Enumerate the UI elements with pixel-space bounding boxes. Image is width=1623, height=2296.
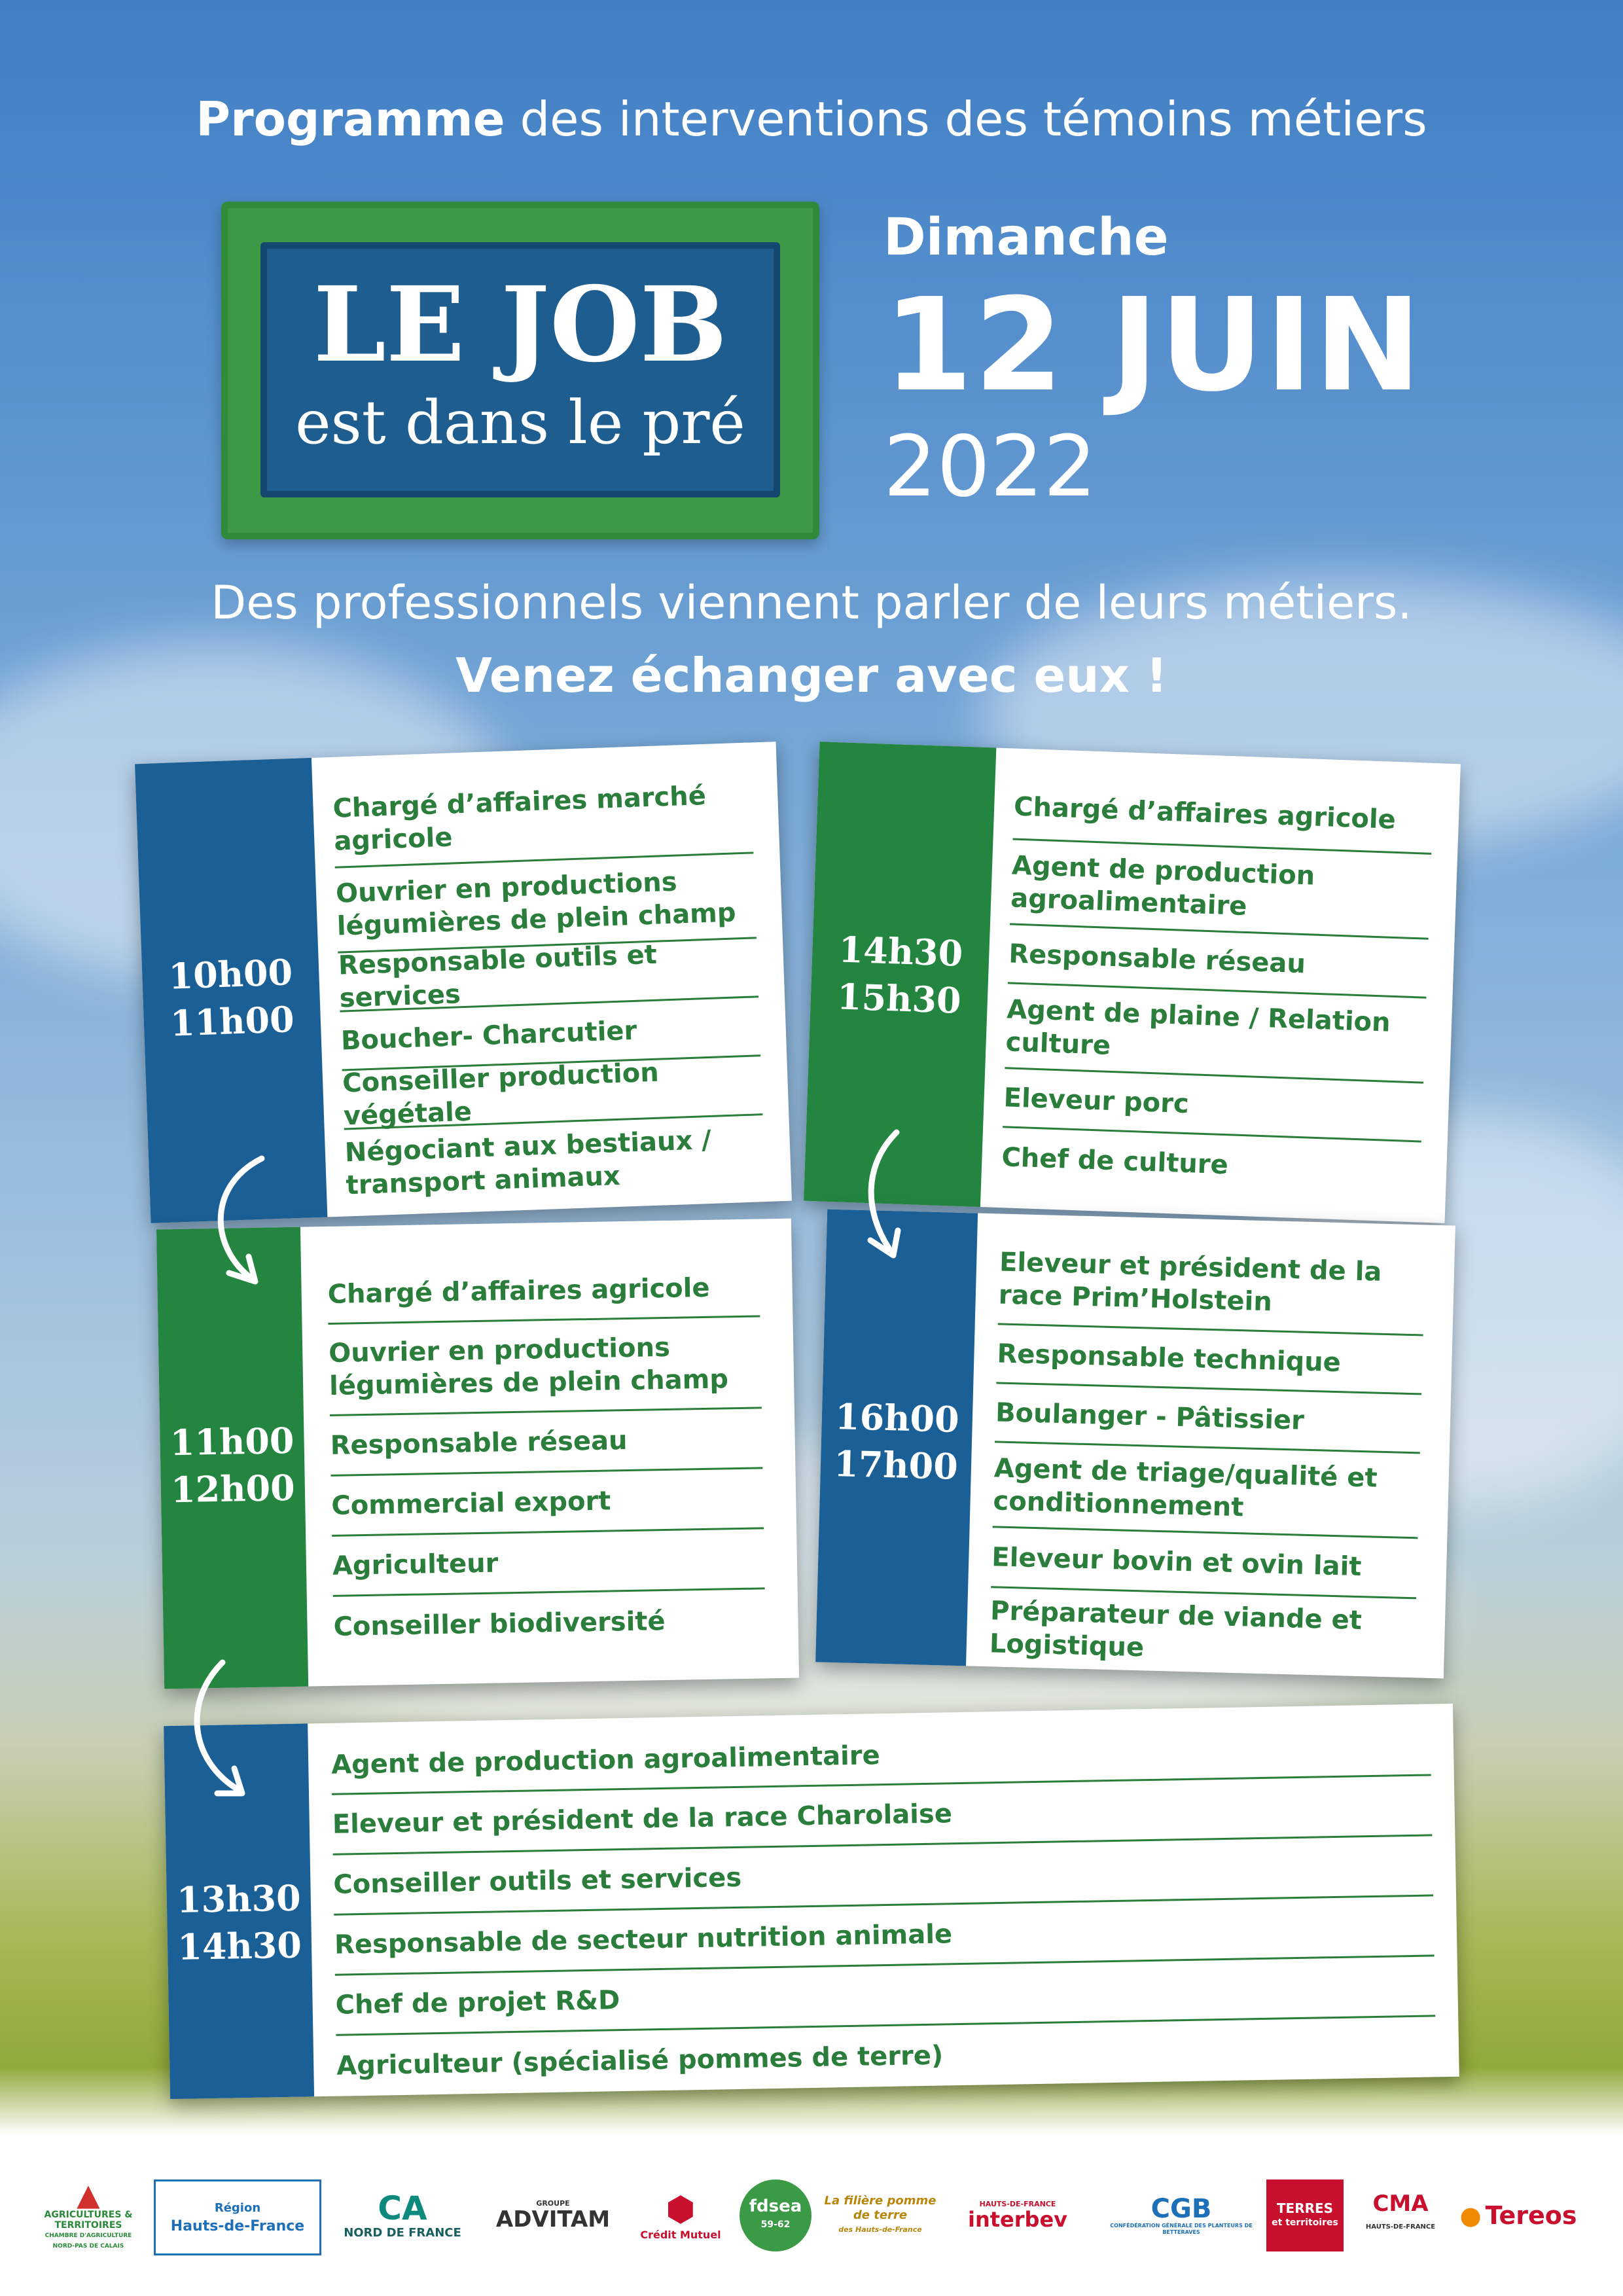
logo-mark-icon: ▲ xyxy=(77,2177,100,2212)
event-day: Dimanche xyxy=(883,208,1169,267)
list-item: Chef de projet R&D xyxy=(335,1956,1435,2036)
session-card-4 xyxy=(815,1210,1455,1679)
list-item: Eleveur et président de la race Prim’Holstein xyxy=(998,1233,1425,1336)
list-item: Responsable réseau xyxy=(330,1408,763,1477)
intro-line: Des professionnels viennent parler de leurs métiers. xyxy=(211,576,1412,630)
list-item: Responsable réseau xyxy=(1008,925,1429,998)
session-card-5 xyxy=(164,1704,1459,2099)
list-item: Chargé d’affaires agricole xyxy=(327,1258,760,1325)
list-item: Agent de production agroalimentaire xyxy=(330,1717,1431,1795)
session-time: 14h30 15h30 xyxy=(836,928,964,1022)
list-item: Responsable outils et services xyxy=(338,939,758,1012)
list-item: Chargé d’affaires marché agricole xyxy=(332,768,753,868)
session-time: 11h00 12h00 xyxy=(169,1419,296,1511)
list-item: Conseiller production végétale xyxy=(342,1056,763,1130)
list-item: Commercial export xyxy=(331,1469,764,1537)
list-item: Chef de culture xyxy=(1001,1142,1229,1181)
le-job-logo xyxy=(221,202,819,539)
list-item: Ouvrier en productions légumières de plein champ xyxy=(335,853,757,953)
list-item: Agent de plaine / Relation culture xyxy=(1005,984,1426,1083)
partner-logo-terres: TERRES et territoires xyxy=(1266,2179,1344,2251)
list-item: Responsable de secteur nutrition animale xyxy=(334,1896,1434,1975)
list-item: Boulanger - Pâtissier xyxy=(995,1384,1421,1454)
time-strip xyxy=(156,1227,308,1689)
logo-board xyxy=(260,242,780,497)
logo-mark-icon: ⬢ xyxy=(666,2190,696,2229)
partner-logo-pomme-de-terre: La filière pomme de terre des Hauts-de-France xyxy=(824,2194,936,2234)
list-item: Négociant aux bestiaux / transport animaux xyxy=(344,1124,712,1201)
job-list xyxy=(989,1233,1425,1677)
list-item: Agriculteur (spécialisé pommes de terre) xyxy=(336,2040,944,2081)
logo-title: LE JOB xyxy=(313,264,728,386)
partner-logo-interbev: HAUTS-DE-FRANCE interbev xyxy=(968,2200,1067,2232)
list-item: Ouvrier en productions légumières de plein champ xyxy=(329,1317,762,1416)
partner-logo-advitam: GROUPE ADVITAM xyxy=(495,2199,611,2233)
list-item: Eleveur porc xyxy=(1003,1069,1423,1142)
intro-callout: Venez échanger avec eux ! xyxy=(455,648,1168,703)
partner-logo-fdsea: fdsea 59-62 xyxy=(740,2179,812,2251)
list-item: Agriculteur xyxy=(332,1529,765,1597)
partner-logo-tereos: ● Tereos xyxy=(1459,2201,1577,2230)
event-year: 2022 xyxy=(883,418,1097,516)
job-list xyxy=(1001,775,1434,1202)
session-time: 16h00 17h00 xyxy=(833,1395,960,1488)
list-item: Agent de triage/qualité et conditionnement xyxy=(993,1443,1420,1539)
partner-logo-chambre: ▲ AGRICULTURES & TERRITOIRES CHAMBRE D'AGRICULTURE NORD-PAS DE CALAIS xyxy=(44,2177,133,2250)
partner-logo-credit-mutuel: ⬢ Crédit Mutuel xyxy=(640,2190,721,2241)
list-item: Agent de production agroalimentaire xyxy=(1010,840,1431,939)
page-heading: Programme des interventions des témoins métiers xyxy=(196,92,1427,147)
job-list xyxy=(327,1258,766,1657)
time-strip xyxy=(815,1210,978,1666)
partner-logos xyxy=(26,2166,1597,2265)
list-item: Chargé d’affaires agricole xyxy=(1012,775,1433,855)
logo-mark-icon: ● xyxy=(1459,2201,1482,2230)
session-time: 13h30 14h30 xyxy=(176,1876,302,1968)
list-item: Eleveur bovin et ovin lait xyxy=(991,1528,1418,1599)
session-card-1 xyxy=(135,742,792,1223)
list-item: Conseiller outils et services xyxy=(333,1836,1433,1915)
curved-arrow-icon xyxy=(196,1152,288,1296)
job-list xyxy=(330,1717,1436,2096)
list-item: Responsable technique xyxy=(996,1325,1423,1395)
session-time: 10h00 11h00 xyxy=(168,951,295,1045)
partner-logo-credit-agricole: CA NORD DE FRANCE xyxy=(344,2189,461,2240)
curved-arrow-icon xyxy=(851,1126,942,1270)
logo-subtitle: est dans le pré xyxy=(295,387,745,457)
list-item: Préparateur de viande et Logistique xyxy=(989,1596,1363,1663)
job-list xyxy=(332,768,765,1208)
list-item: Eleveur et président de la race Charolaise xyxy=(332,1776,1432,1855)
list-item: Conseiller biodiversité xyxy=(333,1606,666,1642)
event-date: 12 JUIN xyxy=(883,271,1423,420)
partner-logo-cma: CMA HAUTS-DE-FRANCE xyxy=(1365,2191,1436,2231)
list-item: Boucher- Charcutier xyxy=(340,997,760,1071)
partner-logo-cgb: CGB CONFÉDÉRATION GÉNÉRALE DES PLANTEURS DE BETTERAVES xyxy=(1110,2194,1253,2235)
curved-arrow-icon xyxy=(177,1656,268,1813)
partner-logo-region: Région Hauts-de-France xyxy=(154,2179,321,2255)
